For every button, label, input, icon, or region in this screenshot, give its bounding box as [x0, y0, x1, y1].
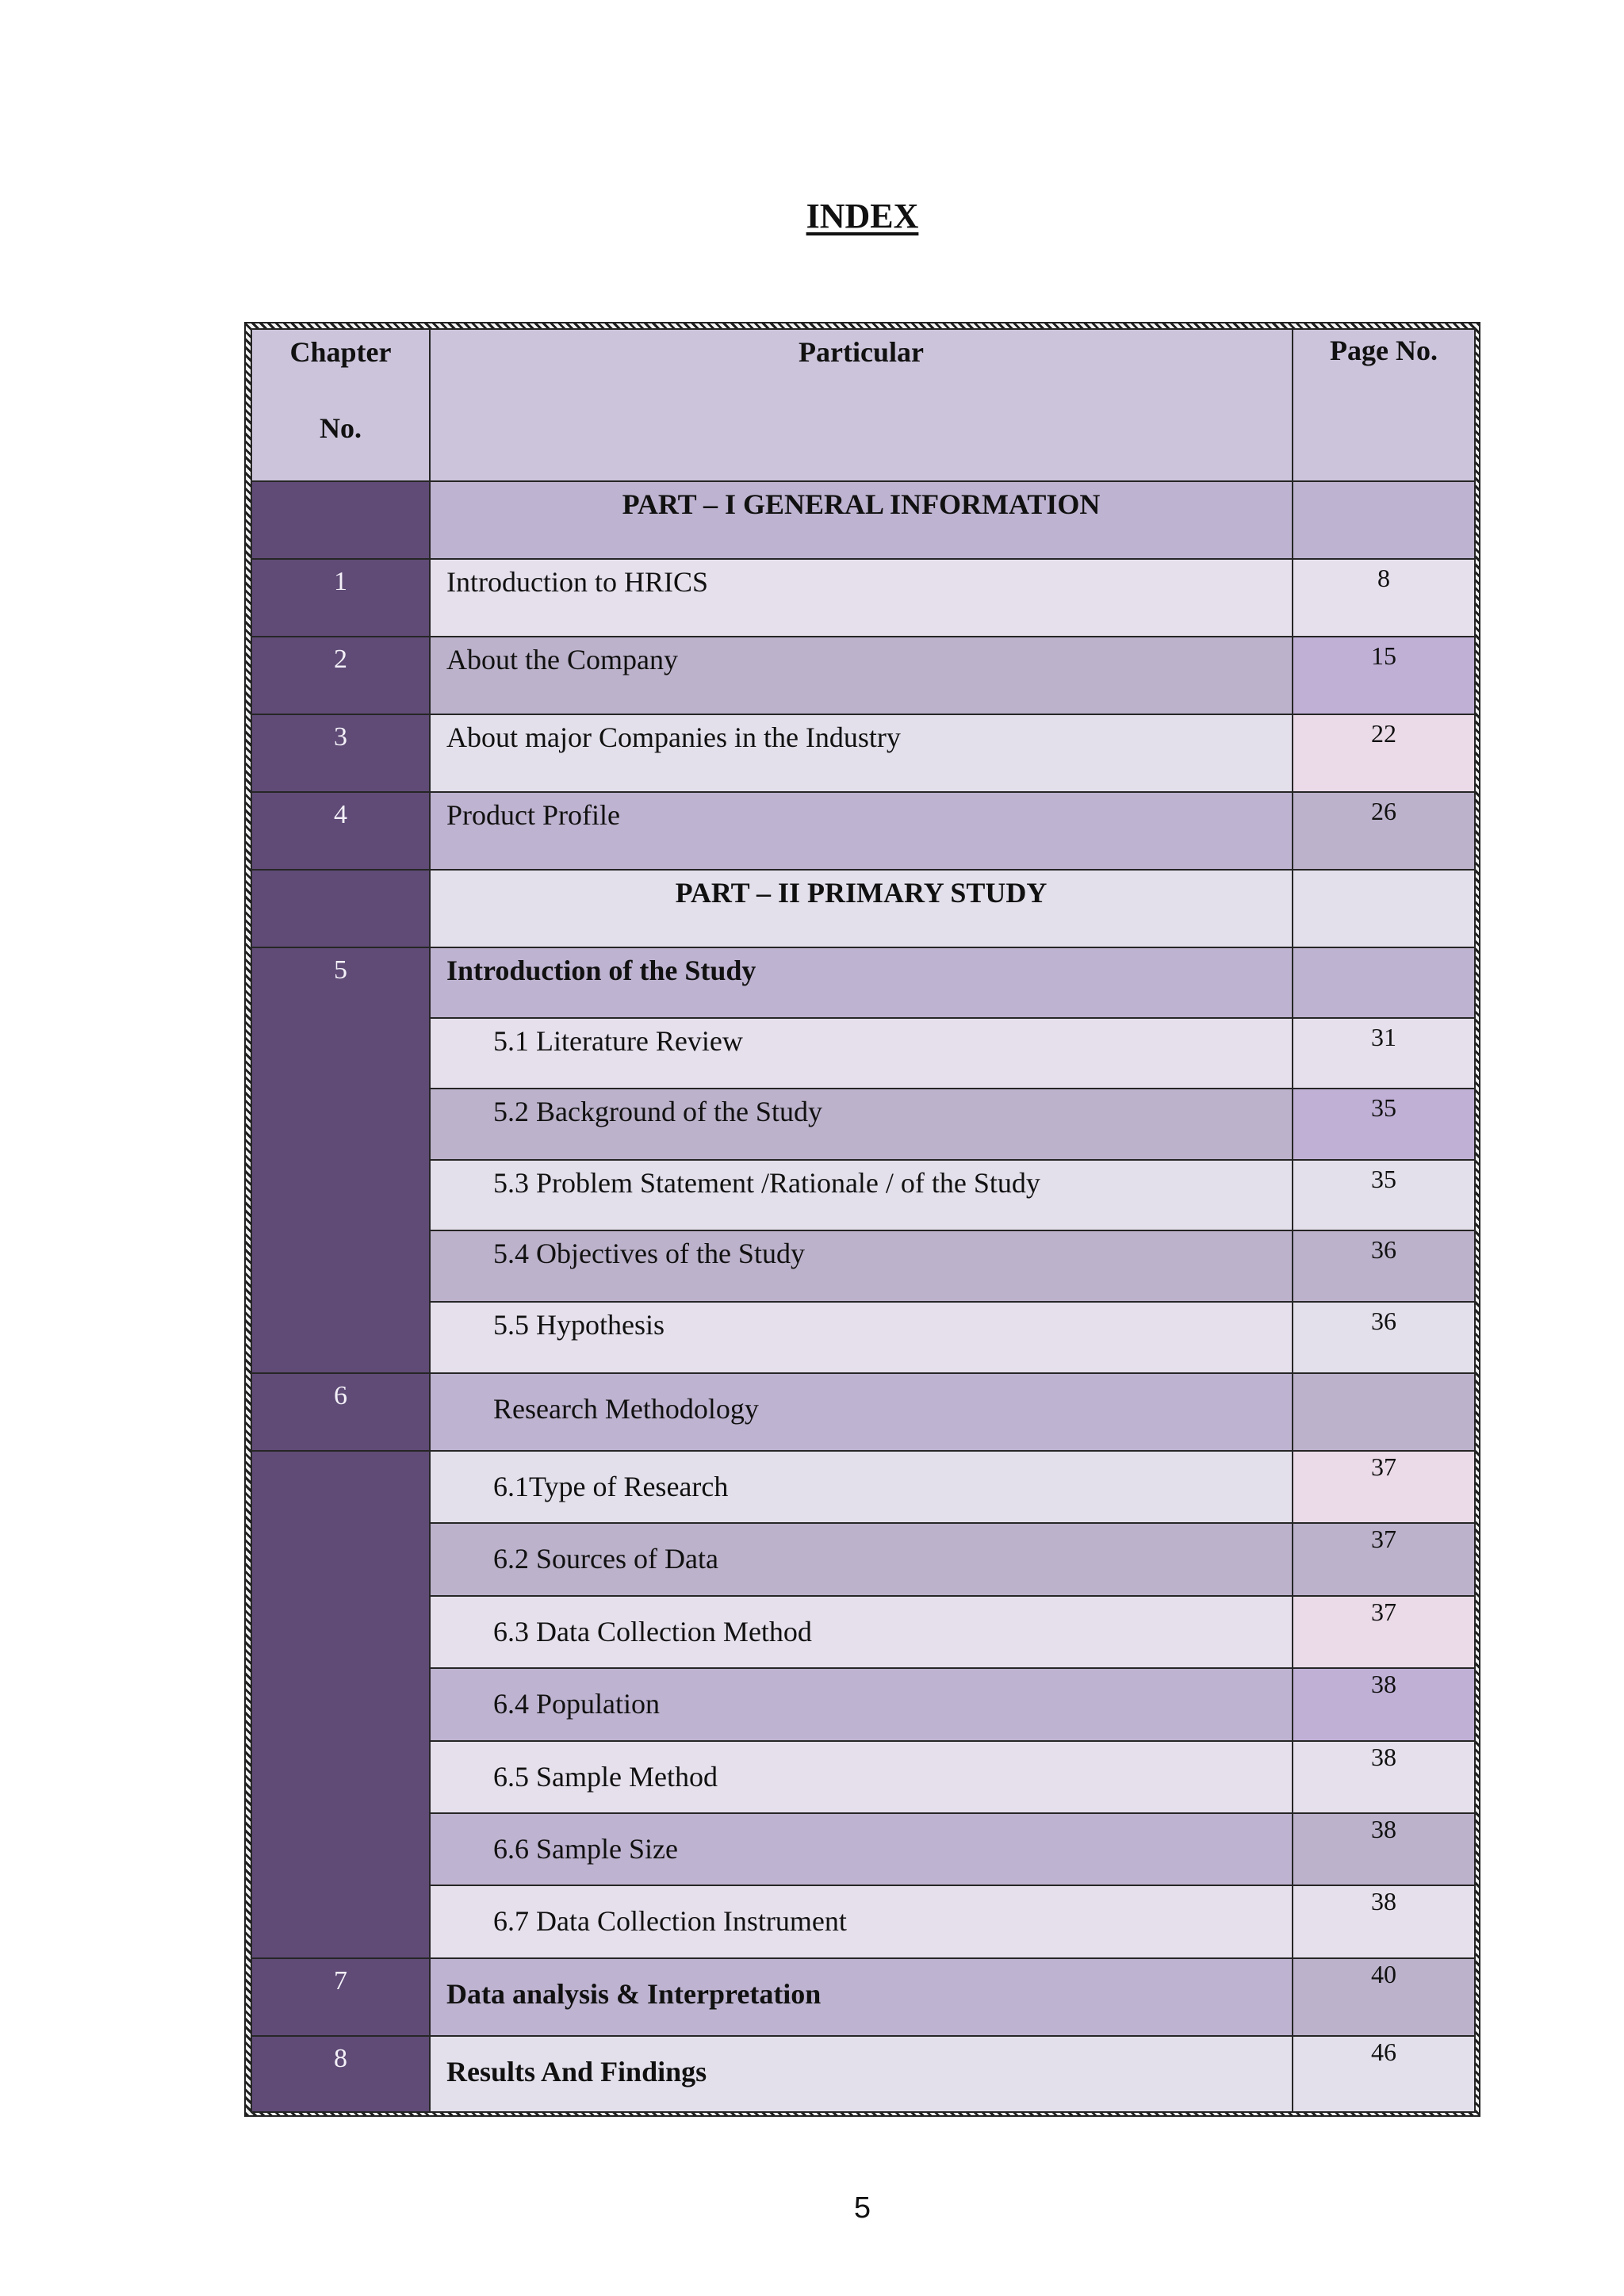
chapter-cell: 5 — [251, 947, 430, 1373]
page-cell: 36 — [1293, 1302, 1475, 1373]
chapter-cell — [251, 1451, 430, 1958]
table-row — [251, 1596, 1475, 1668]
section-heading: PART – I GENERAL INFORMATION — [430, 481, 1293, 559]
page-cell: 38 — [1293, 1813, 1475, 1885]
page-cell: 38 — [1293, 1885, 1475, 1958]
page-cell: 37 — [1293, 1523, 1475, 1596]
particular-cell: 5.4 Objectives of the Study — [430, 1230, 1293, 1302]
table-row — [251, 1523, 1475, 1596]
table-row — [251, 1089, 1475, 1160]
table-row — [251, 1958, 1475, 2036]
particular-cell: 5.5 Hypothesis — [430, 1302, 1293, 1373]
particular-cell: 6.3 Data Collection Method — [430, 1596, 1293, 1668]
particular-cell: Product Profile — [430, 792, 1293, 870]
chapter-cell: 8 — [251, 2036, 430, 2112]
table-row — [251, 637, 1475, 714]
page-cell: 22 — [1293, 714, 1475, 792]
page-cell — [1293, 947, 1475, 1018]
page-cell: 8 — [1293, 559, 1475, 637]
particular-cell: 6.7 Data Collection Instrument — [430, 1885, 1293, 1958]
table-row — [251, 2036, 1475, 2112]
table-row — [251, 1302, 1475, 1373]
particular-cell: About major Companies in the Industry — [430, 714, 1293, 792]
page-cell — [1293, 870, 1475, 947]
table-row — [251, 1813, 1475, 1885]
chapter-cell: 2 — [251, 637, 430, 714]
chapter-cell: 1 — [251, 559, 430, 637]
table-row — [251, 1230, 1475, 1302]
header-no-label: No. — [320, 412, 362, 444]
table-row — [251, 1885, 1475, 1958]
page-cell: 46 — [1293, 2036, 1475, 2112]
particular-cell: Results And Findings — [430, 2036, 1293, 2112]
table-row — [251, 1668, 1475, 1741]
index-table-frame — [244, 322, 1480, 2117]
section-heading: PART – II PRIMARY STUDY — [430, 870, 1293, 947]
particular-cell: Data analysis & Interpretation — [430, 1958, 1293, 2036]
particular-cell: 6.1Type of Research — [430, 1451, 1293, 1523]
particular-cell: Introduction to HRICS — [430, 559, 1293, 637]
particular-cell: Introduction of the Study — [430, 947, 1293, 1018]
header-particular: Particular — [430, 329, 1293, 481]
chapter-cell: 4 — [251, 792, 430, 870]
particular-cell: 5.3 Problem Statement /Rationale / of the Study — [430, 1160, 1293, 1230]
particular-cell: 6.5 Sample Method — [430, 1741, 1293, 1813]
page-cell: 35 — [1293, 1089, 1475, 1160]
chapter-cell: 7 — [251, 1958, 430, 2036]
particular-cell: 6.2 Sources of Data — [430, 1523, 1293, 1596]
particular-cell: 6.4 Population — [430, 1668, 1293, 1741]
page-cell: 31 — [1293, 1018, 1475, 1089]
page-cell: 40 — [1293, 1958, 1475, 2036]
header-page-no: Page No. — [1293, 329, 1475, 481]
page-cell: 37 — [1293, 1451, 1475, 1523]
chapter-cell — [251, 481, 430, 559]
chapter-cell: 6 — [251, 1373, 430, 1451]
table-row — [251, 714, 1475, 792]
page-cell: 38 — [1293, 1668, 1475, 1741]
table-row — [251, 1741, 1475, 1813]
page-number: 5 — [853, 2191, 871, 2225]
page-title: INDEX — [806, 197, 919, 235]
table-row — [251, 559, 1475, 637]
table-row — [251, 1373, 1475, 1451]
page-cell — [1293, 481, 1475, 559]
page-cell: 35 — [1293, 1160, 1475, 1230]
index-table — [251, 328, 1476, 2113]
table-header-row — [251, 329, 1475, 481]
section-row-part-2 — [251, 870, 1475, 947]
table-row — [251, 1018, 1475, 1089]
page-cell — [1293, 1373, 1475, 1451]
table-row — [251, 1160, 1475, 1230]
header-chapter-no — [251, 329, 430, 481]
chapter-cell: 3 — [251, 714, 430, 792]
particular-cell: 6.6 Sample Size — [430, 1813, 1293, 1885]
page-cell: 38 — [1293, 1741, 1475, 1813]
particular-cell: 5.2 Background of the Study — [430, 1089, 1293, 1160]
particular-cell: About the Company — [430, 637, 1293, 714]
header-chapter-label: Chapter — [289, 336, 392, 368]
page-cell: 36 — [1293, 1230, 1475, 1302]
table-row — [251, 947, 1475, 1018]
page-cell: 15 — [1293, 637, 1475, 714]
chapter-cell — [251, 870, 430, 947]
table-row — [251, 792, 1475, 870]
page-cell: 26 — [1293, 792, 1475, 870]
particular-cell: 5.1 Literature Review — [430, 1018, 1293, 1089]
page-cell: 37 — [1293, 1596, 1475, 1668]
table-row — [251, 1451, 1475, 1523]
section-row-part-1 — [251, 481, 1475, 559]
particular-cell: Research Methodology — [430, 1373, 1293, 1451]
